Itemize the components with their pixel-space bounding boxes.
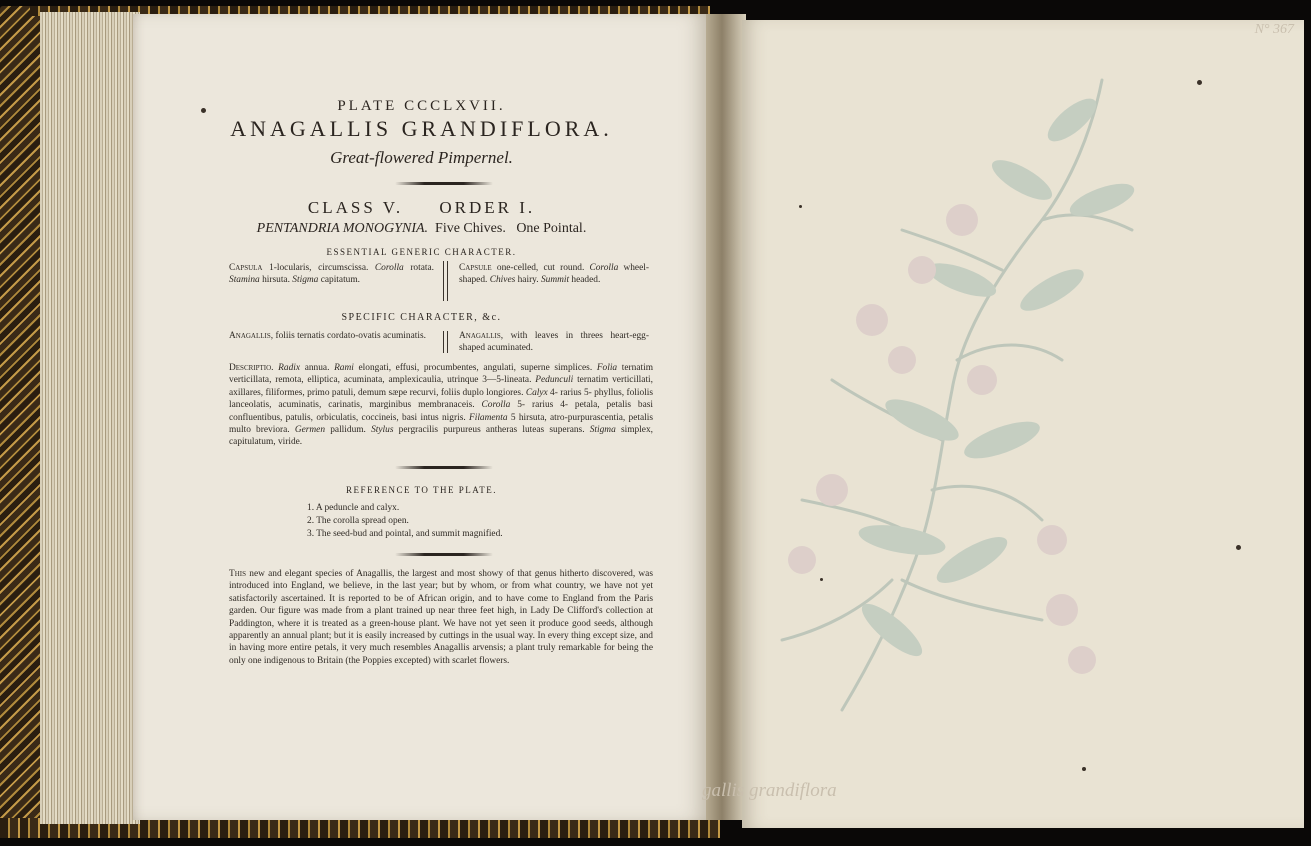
book-gutter xyxy=(706,14,746,820)
left-page xyxy=(133,14,710,820)
pentandria-line xyxy=(133,221,710,237)
plant-illustration-show-through xyxy=(742,20,1304,828)
column-divider xyxy=(443,331,448,353)
reference-item: 2. The corolla spread open. xyxy=(307,516,409,526)
description-term: Folia xyxy=(596,363,618,373)
description-term: Germen xyxy=(294,425,326,436)
description-paragraph: Descriptio. Radix annua. Rami elongati, effusi, procumbentes, angulati, superne simplices. Folia ternatim verticillata, remota, elliptica, acuminata, amplexicaulia, utrinque 3—5-lineata. Pedunculi ternatim verticillati, axillares, filiformes, primo patuli, demum sæpe recurvi, foliis duplo longiores. Calyx 4- rarius 5- phyllus, foliolis lanceolatis, acuminatis, carinatis, marginibus membranaceis. Corolla 5- rarius 4- petala, petalis basi confluentibus, patulis, orbiculatis, coccineis, basi intus nigris. Filamenta 5 hirsuta, atro-purpurascentia, petalis multo breviora. Germen pallidum. Stylus pergracilis purpureus antheras luteas superans. Stigma simplex, capitulatum, viride. xyxy=(229,363,654,448)
paper-spot xyxy=(1082,767,1086,771)
description-term: Stylus xyxy=(371,425,394,436)
description-run: elongati, effusi, procumbentes, angulati, superne simplices. xyxy=(353,363,597,373)
description-term: Stigma xyxy=(589,425,616,436)
paper-spot xyxy=(820,578,823,581)
specific-heading: SPECIFIC CHARACTER, &c. xyxy=(341,312,502,323)
page-edges-stack xyxy=(40,12,140,824)
page-number: N° 367 xyxy=(1254,22,1294,37)
description-term: Pedunculi xyxy=(535,375,574,386)
pentandria-latin: PENTANDRIA MONOGYNIA. xyxy=(256,221,429,236)
cover-gilt-border-left xyxy=(0,6,44,836)
reference-item: 3. The seed-bud and pointal, and summit magnified. xyxy=(307,529,503,539)
essential-heading: ESSENTIAL GENERIC CHARACTER. xyxy=(326,247,517,257)
show-through-caption: gallis grandiflora xyxy=(702,780,837,801)
paper-spot xyxy=(1197,80,1202,85)
ornamental-rule xyxy=(395,466,493,469)
description-run: pergracilis purpureus antheras luteas superans. xyxy=(393,425,590,436)
reference-item: 1. A peduncle and calyx. xyxy=(307,503,400,513)
right-page xyxy=(702,20,1304,828)
description-run: ternatim verticillata, remota, elliptica, acuminata, amplexicaulia, utrinque 3—5-lineata. xyxy=(229,363,654,386)
column-divider xyxy=(443,261,448,301)
pentandria-english: Five Chives. One Pointal. xyxy=(435,221,587,236)
description-run: ternatim verticillati, axillares, filiformes, primo patuli, demum sæpe recurvi, foliis duplo longiores. xyxy=(229,375,653,398)
closing-paragraph: This new and elegant species of Anagallis, the largest and most showy of that genus hitherto discovered, was introduced into England, we believe, in the last year; but by whom, or from what country, we have not yet satisfactorily ascertained. It is reported to be of African origin, and to have come to England from the Paris garden. Our figure was made from a plant trained up near three feet high, in Lady De Clifford's collection at Paddington, where it is treated as a green-house plant. We have not yet seen it produce good seeds, although apparently an annual plant; but it is easily increased by cuttings in the usual way. In every thing except size, and in having more entire petals, it very much resembles Anagallis arvensis; a plant truly remarkable for being the only one indigenous to Britain (the Poppies excepted) with scarlet flowers. xyxy=(229,569,653,666)
description-run: simplex, capitulatum, viride. xyxy=(229,425,653,448)
ornamental-rule xyxy=(395,553,493,556)
essential-english: Capsule one-celled, cut round. Corolla wheel-shaped. Chives hairy. Summit headed. xyxy=(459,263,649,286)
specific-latin: Anagallis, foliis ternatis cordato-ovatis acuminatis. xyxy=(229,331,426,341)
description-term: Calyx xyxy=(525,387,548,398)
paper-spot xyxy=(1236,545,1241,550)
ornamental-rule xyxy=(395,182,493,185)
class-order-heading: CLASS V. ORDER I. xyxy=(307,198,536,217)
description-term: Filamenta xyxy=(469,412,508,423)
description-term: Rami xyxy=(334,363,354,373)
description-text xyxy=(229,363,653,447)
description-run: 5 hirsuta, atro-purpurascentia, petalis multo breviora. xyxy=(229,412,653,436)
reference-heading: REFERENCE TO THE PLATE. xyxy=(345,485,497,495)
paper-spot xyxy=(799,205,802,208)
description-term: Corolla xyxy=(481,400,511,411)
essential-latin: Capsula 1-locularis, circumscissa. Corolla rotata. Stamina hirsuta. Stigma capitatum. xyxy=(229,263,434,286)
description-run: annua. xyxy=(300,363,335,373)
common-name: Great-flowered Pimpernel. xyxy=(330,148,513,167)
specific-english: Anagallis, with leaves in threes heart-egg-shaped acuminated. xyxy=(459,331,649,354)
description-run: 5- rarius 4- petala, petalis basi confluentibus, patulis, orbiculatis, coccineis, basi intus nigris. xyxy=(229,400,654,423)
description-term: Radix xyxy=(278,363,301,373)
description-run: pallidum. xyxy=(325,425,372,436)
description-run: 4- rarius 5- phyllus, foliolis lanceolatis, acuminatis, carinatis, marginibus membranaceis. xyxy=(229,387,654,411)
species-name: ANAGALLIS GRANDIFLORA. xyxy=(230,116,613,141)
plate-number: PLATE CCCLXVII. xyxy=(337,98,506,114)
